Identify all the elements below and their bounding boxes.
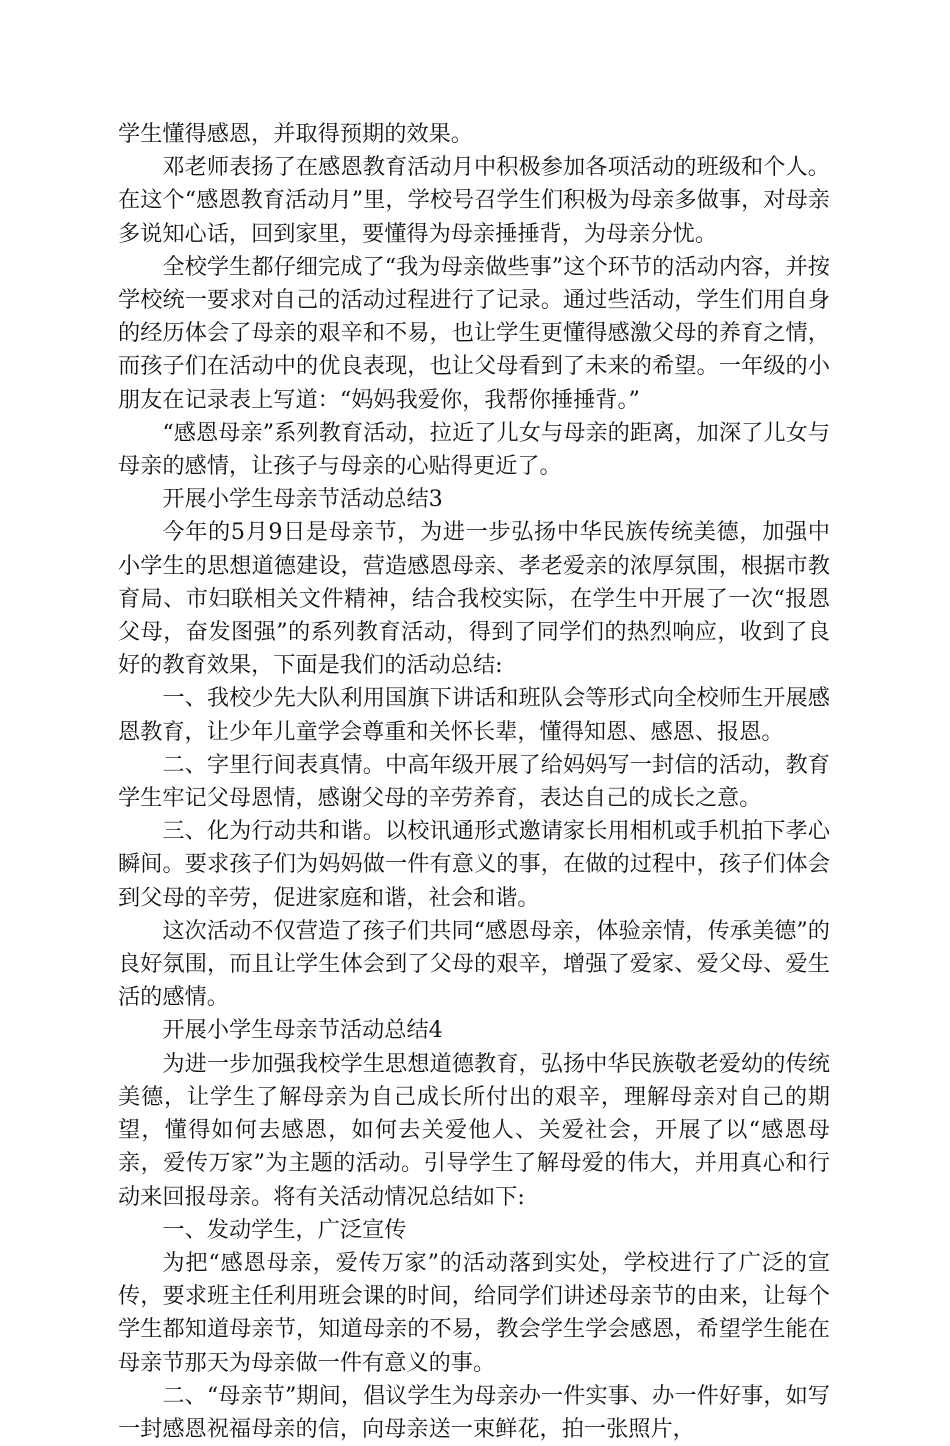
section-heading: 开展小学生母亲节活动总结4 [162,1017,443,1044]
paragraph: 今年的5月9日是母亲节，为进一步弘扬中华民族传统美德，加强中小学生的思想道德建设，营造感恩母亲、孝老爱亲的浓厚氛围，根据市教育局、市妇联相关文件精神，结合我校实际，在学生中开展了一次“报恩父母，奋发图强”的系列教育活动，得到了同学们的热烈响应，收到了良好的教育效果，下面是我们的活动总结: [118,519,830,679]
paragraph: 一、我校少先大队利用国旗下讲话和班队会等形式向全校师生开展感恩教育，让少年儿童学会尊重和关怀长辈，懂得知恩、感恩、报恩。 [118,685,830,745]
paragraph: 二、字里行间表真情。中高年级开展了给妈妈写一封信的活动，教育学生牢记父母恩情，感谢父母的辛劳养育，表达自己的成长之意。 [118,751,830,812]
paragraph: 二、“母亲节”期间，倡议学生为母亲办一件实事、办一件好事，如写一封感恩祝福母亲的信，向母亲送一束鲜花，拍一张照片， [118,1382,830,1442]
paragraph: 为把“感恩母亲，爱传万家”的活动落到实处，学校进行了广泛的宣传，要求班主任利用班会课的时间，给同学们讲述母亲节的由来，让每个学生都知道母亲节，知道母亲的不易，教会学生学会感恩，希望学生能在母亲节那天为母亲做一件有意义的事。 [118,1249,830,1376]
paragraph: 学生懂得感恩，并取得预期的效果。 [118,121,473,147]
paragraph: 这次活动不仅营造了孩子们共同“感恩母亲，体验亲情，传承美德”的良好氛围，而且让学生体会到了父母的艰辛，增强了爱家、爱父母、爱生活的感情。 [118,917,830,1011]
paragraph: 邓老师表扬了在感恩教育活动月中积极参加各项活动的班级和个人。在这个“感恩教育活动月”里，学校号召学生们积极为母亲多做事，对母亲多说知心话，回到家里，要懂得为母亲捶捶背，为母亲分忧。 [118,154,830,247]
document-body [118,118,830,1446]
subheading: 一、发动学生，广泛宣传 [162,1216,407,1243]
section-heading: 开展小学生母亲节活动总结3 [162,486,443,513]
paragraph: 三、化为行动共和谐。以校讯通形式邀请家长用相机或手机拍下孝心瞬间。要求孩子们为妈妈做一件有意义的事，在做的过程中，孩子们体会到父母的辛劳，促进家庭和谐，社会和谐。 [118,818,830,911]
paragraph: 全校学生都仔细完成了“我为母亲做些事”这个环节的活动内容，并按学校统一要求对自己的活动过程进行了记录。通过些活动，学生们用自身的经历体会了母亲的艰辛和不易，也让学生更懂得感激父母的养育之情，而孩子们在活动中的优良表现，也让父母看到了未来的希望。一年级的小朋友在记录表上写道：“妈妈我爱你，我帮你捶捶背。” [118,253,830,413]
paragraph: 为进一步加强我校学生思想道德教育，弘扬中华民族敬老爱幼的传统美德，让学生了解母亲为自己成长所付出的艰辛，理解母亲对自己的期望，懂得如何去感恩，如何去关爱他人、关爱社会，开展了以“感恩母亲，爱传万家”为主题的活动。引导学生了解母爱的伟大，并用真心和行动来回报母亲。将有关活动情况总结如下: [118,1050,830,1210]
paragraph: “感恩母亲”系列教育活动，拉近了儿女与母亲的距离，加深了儿女与母亲的感情，让孩子与母亲的心贴得更近了。 [118,419,830,480]
